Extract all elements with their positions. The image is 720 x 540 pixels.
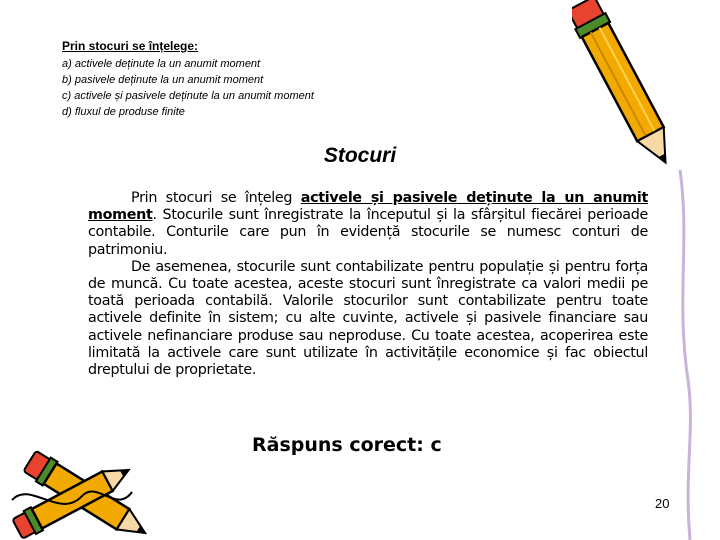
question-block <box>62 38 522 120</box>
paragraph-1-highlight: activele și pasivele deținute la un anumit moment <box>88 190 648 224</box>
paragraph-1-intro: Prin stocuri se înțeleg <box>131 190 301 206</box>
body-text <box>88 190 648 379</box>
paragraph-1 <box>88 190 648 259</box>
section-title: Stocuri <box>323 144 397 167</box>
option-c: c) activele și pasivele deținute la un anumit moment <box>62 90 314 102</box>
option-b: b) pasivele deținute la un anumit moment <box>62 74 264 86</box>
page-number: 20 <box>655 496 670 511</box>
answer-text: Răspuns corect: c <box>252 434 442 456</box>
question-title: Prin stocuri se înțelege: <box>62 39 199 53</box>
paragraph-1-rest: . Stocurile sunt înregistrate la începutul și la sfârșitul fiecărei perioade contabile. Conturile care pun în evidență stocurile se numesc conturi de patrimoniu. <box>88 207 648 258</box>
option-d: d) fluxul de produse finite <box>62 106 185 118</box>
paragraph-2: De asemenea, stocurile sunt contabilizate pentru populație și pentru forța de muncă. Cu toate acestea, aceste stocuri sunt înregistrate ca valori medii pe toată perioada contabilă. Valorile stocurilor sunt contabilizate pentru toate activele definite în sistem; cu alte cuvinte, activele și pasivele financiare sau activele nefinanciare produse sau neproduse. Cu toate acestea, acoperirea este limitată la activele care sunt utilizate în activitățile economice și fac obiectul dreptului de proprietate. <box>88 258 648 379</box>
option-a: a) activele deținute la un anumit moment <box>62 58 261 70</box>
pencils-icon <box>0 430 160 540</box>
